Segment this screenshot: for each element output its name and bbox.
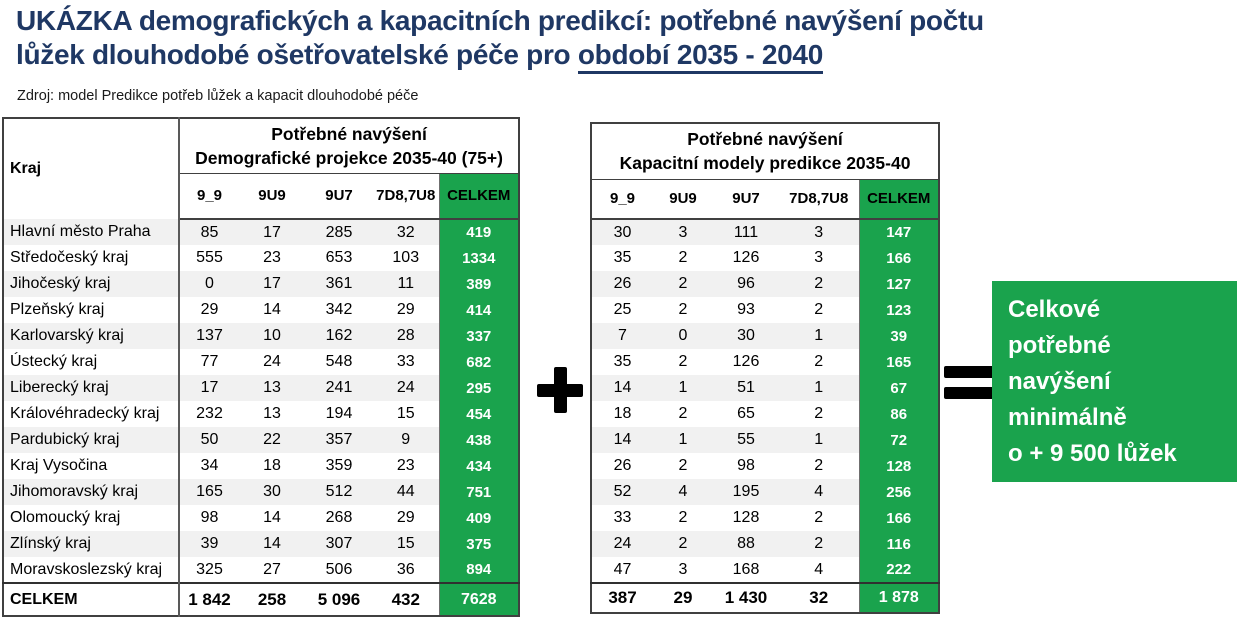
row-total-cell: 682 (439, 349, 519, 375)
value-cell: 1 (653, 375, 713, 401)
region-name-cell: Královéhradecký kraj (3, 401, 179, 427)
value-cell: 2 (779, 271, 859, 297)
value-cell: 11 (373, 271, 439, 297)
value-cell: 359 (325, 457, 353, 474)
column-header: 9U7 (305, 173, 373, 219)
value-cell: 29 (396, 301, 415, 318)
row-total-cell: 337 (439, 323, 519, 349)
column-header: 9U7 (713, 179, 779, 219)
row-total-cell: 295 (439, 375, 519, 401)
table-row (3, 349, 519, 375)
row-total-cell: 166 (859, 505, 939, 531)
row-total-cell: 123 (859, 297, 939, 323)
table-row (591, 297, 939, 323)
right-group-header (591, 123, 939, 179)
value-cell: 96 (713, 271, 779, 297)
page-title (16, 4, 1196, 72)
value-cell: 30 (591, 219, 653, 245)
table-row (3, 375, 519, 401)
table-row (591, 219, 939, 245)
region-name-cell: Zlínský kraj (3, 531, 179, 557)
right-group-header-line2: Kapacitní modely predikce 2035-40 (619, 153, 911, 174)
column-header-row (591, 179, 939, 219)
value-cell: 33 (396, 353, 415, 370)
value-cell: 29 (200, 301, 219, 318)
table-row (591, 271, 939, 297)
value-cell: 126 (732, 353, 760, 370)
region-name-cell: Karlovarský kraj (3, 323, 179, 349)
value-cell: 98 (200, 509, 219, 526)
value-cell: 342 (325, 301, 353, 318)
total-value-cell: 1 842 (179, 583, 239, 616)
value-cell: 52 (591, 479, 653, 505)
group-header-row (3, 118, 519, 173)
row-total-cell: 222 (859, 557, 939, 583)
value-cell: 1 (779, 375, 859, 401)
value-cell: 18 (263, 457, 281, 474)
value-cell: 3 (814, 249, 824, 266)
value-cell: 44 (373, 479, 439, 505)
value-cell: 2 (814, 301, 824, 318)
value-cell: 65 (737, 405, 755, 422)
value-cell: 2 (678, 249, 688, 266)
value-cell: 24 (263, 353, 281, 370)
value-cell: 14 (263, 301, 281, 318)
total-value-cell: 258 (239, 583, 305, 616)
value-cell: 2 (678, 301, 688, 318)
value-cell: 2 (779, 531, 859, 557)
value-cell: 14 (239, 531, 305, 557)
right-group-header-line1: Potřebné navýšení (687, 129, 843, 150)
row-total-cell: 39 (859, 323, 939, 349)
value-cell: 1 (779, 427, 859, 453)
value-cell: 548 (325, 353, 353, 370)
total-value-cell: 32 (779, 583, 859, 613)
value-cell: 512 (305, 479, 373, 505)
value-cell: 23 (263, 249, 281, 266)
region-name-cell: Hlavní město Praha (3, 219, 179, 245)
value-cell: 2 (653, 271, 713, 297)
table-row (3, 505, 519, 531)
value-cell: 103 (392, 249, 420, 266)
value-cell: 35 (613, 353, 632, 370)
row-total-cell: 86 (859, 401, 939, 427)
value-cell: 357 (305, 427, 373, 453)
summary-line: Celkové (1008, 296, 1101, 323)
value-cell: 10 (239, 323, 305, 349)
value-cell: 51 (713, 375, 779, 401)
region-name-cell: Plzeňský kraj (3, 297, 179, 323)
value-cell: 128 (732, 509, 760, 526)
column-header: 7D8,7U8 (373, 173, 439, 219)
value-cell: 32 (373, 219, 439, 245)
value-cell: 30 (713, 323, 779, 349)
table-row (3, 297, 519, 323)
equals-icon (944, 364, 996, 400)
value-cell: 2 (678, 457, 688, 474)
row-total-cell: 147 (859, 219, 939, 245)
value-cell: 4 (779, 479, 859, 505)
value-cell: 23 (396, 457, 415, 474)
row-total-cell: 751 (439, 479, 519, 505)
table-row (591, 323, 939, 349)
table-row (3, 479, 519, 505)
value-cell: 15 (373, 531, 439, 557)
value-cell: 2 (814, 509, 824, 526)
column-header: 7D8,7U8 (779, 179, 859, 219)
value-cell: 3 (653, 219, 713, 245)
value-cell: 2 (678, 353, 688, 370)
value-cell: 2 (678, 509, 688, 526)
row-total-cell: 165 (859, 349, 939, 375)
total-value-cell: 432 (373, 583, 439, 616)
region-name-cell: Liberecký kraj (3, 375, 179, 401)
value-cell: 3 (678, 560, 688, 578)
grand-total-cell: 1 878 (859, 583, 939, 613)
value-cell: 50 (179, 427, 239, 453)
value-cell: 325 (196, 560, 223, 578)
table-row (3, 245, 519, 271)
capacity-model-table (590, 122, 940, 614)
value-cell: 4 (814, 560, 824, 578)
value-cell: 241 (305, 375, 373, 401)
value-cell: 36 (396, 560, 415, 578)
value-cell: 25 (613, 301, 632, 318)
table-row (591, 427, 939, 453)
value-cell: 307 (305, 531, 373, 557)
table-row (591, 245, 939, 271)
value-cell: 285 (305, 219, 373, 245)
table-row (591, 479, 939, 505)
value-cell: 29 (396, 509, 415, 526)
value-cell: 653 (325, 249, 353, 266)
value-cell: 137 (179, 323, 239, 349)
table-row (3, 427, 519, 453)
celkem-column-header: CELKEM (439, 173, 519, 219)
table-row (3, 323, 519, 349)
row-total-cell: 256 (859, 479, 939, 505)
title-line2-prefix: lůžek dlouhodobé ošetřovatelské péče pro (16, 39, 578, 70)
celkem-column-header: CELKEM (859, 179, 939, 219)
summary-line: navýšení (1008, 368, 1111, 395)
total-row-label: CELKEM (3, 583, 179, 616)
value-cell: 30 (239, 479, 305, 505)
value-cell: 555 (196, 249, 223, 266)
region-name-cell: Kraj Vysočina (3, 453, 179, 479)
column-header: 9_9 (179, 173, 239, 219)
region-name-cell: Ústecký kraj (3, 349, 179, 375)
value-cell: 39 (179, 531, 239, 557)
value-cell: 26 (591, 271, 653, 297)
value-cell: 17 (239, 271, 305, 297)
summary-line: o + 9 500 lůžek (1008, 440, 1177, 467)
source-note: Zdroj: model Predikce potřeb lůžek a kapacit dlouhodobé péče (17, 88, 419, 104)
value-cell: 4 (653, 479, 713, 505)
table-row (3, 453, 519, 479)
grand-total-cell: 7628 (439, 583, 519, 616)
value-cell: 26 (613, 457, 632, 474)
value-cell: 2 (678, 405, 688, 422)
value-cell: 88 (713, 531, 779, 557)
summary-line: minimálně (1008, 404, 1127, 431)
value-cell: 93 (737, 301, 755, 318)
value-cell: 77 (200, 353, 219, 370)
row-total-cell: 414 (439, 297, 519, 323)
region-name-cell: Moravskoslezský kraj (3, 557, 179, 583)
column-header: 9_9 (591, 179, 653, 219)
value-cell: 18 (613, 405, 632, 422)
value-cell: 2 (814, 457, 824, 474)
table-row (3, 219, 519, 245)
column-header: 9U9 (653, 179, 713, 219)
row-total-cell: 1334 (439, 245, 519, 271)
table-row (591, 375, 939, 401)
value-cell: 14 (591, 375, 653, 401)
title-underlined-period: období 2035 - 2040 (578, 39, 823, 74)
value-cell: 85 (179, 219, 239, 245)
value-cell: 111 (713, 219, 779, 245)
table-row (3, 531, 519, 557)
table-row (3, 271, 519, 297)
table-row (591, 349, 939, 375)
value-cell: 55 (713, 427, 779, 453)
row-total-cell: 894 (439, 557, 519, 583)
value-cell: 33 (613, 509, 632, 526)
table-row (3, 401, 519, 427)
region-name-cell: Jihočeský kraj (3, 271, 179, 297)
value-cell: 2 (814, 353, 824, 370)
group-header-row (591, 123, 939, 179)
value-cell: 27 (263, 560, 281, 578)
value-cell: 0 (653, 323, 713, 349)
value-cell: 1 (779, 323, 859, 349)
value-cell: 47 (613, 560, 632, 578)
row-total-cell: 409 (439, 505, 519, 531)
table-row (3, 557, 519, 583)
value-cell: 14 (263, 509, 281, 526)
left-group-header (179, 118, 519, 173)
value-cell: 13 (263, 405, 281, 422)
row-total-cell: 375 (439, 531, 519, 557)
total-value-cell: 29 (653, 583, 713, 613)
value-cell: 361 (305, 271, 373, 297)
value-cell: 34 (200, 457, 219, 474)
value-cell: 506 (325, 560, 353, 578)
row-total-cell: 116 (859, 531, 939, 557)
table-row (591, 453, 939, 479)
value-cell: 0 (179, 271, 239, 297)
value-cell: 2 (653, 531, 713, 557)
value-cell: 17 (239, 219, 305, 245)
row-total-cell: 72 (859, 427, 939, 453)
demographic-projection-table (2, 117, 520, 617)
total-value-cell: 1 430 (713, 583, 779, 613)
value-cell: 15 (396, 405, 415, 422)
row-total-cell: 67 (859, 375, 939, 401)
total-value-cell: 5 096 (305, 583, 373, 616)
row-total-cell: 419 (439, 219, 519, 245)
column-header: 9U9 (239, 173, 305, 219)
title-line1: UKÁZKA demografických a kapacitních predikcí: potřebné navýšení počtu (16, 5, 984, 36)
table-row (591, 505, 939, 531)
value-cell: 35 (613, 249, 632, 266)
total-row (591, 583, 939, 613)
region-name-cell: Středočeský kraj (3, 245, 179, 271)
value-cell: 14 (591, 427, 653, 453)
value-cell: 9 (373, 427, 439, 453)
region-name-cell: Jihomoravský kraj (3, 479, 179, 505)
row-total-cell: 389 (439, 271, 519, 297)
value-cell: 24 (373, 375, 439, 401)
value-cell: 22 (239, 427, 305, 453)
value-cell: 17 (179, 375, 239, 401)
value-cell: 98 (737, 457, 755, 474)
total-row (3, 583, 519, 616)
row-total-cell: 166 (859, 245, 939, 271)
value-cell: 194 (325, 405, 353, 422)
table-row (591, 401, 939, 427)
value-cell: 126 (732, 249, 760, 266)
value-cell: 1 (653, 427, 713, 453)
region-name-cell: Olomoucký kraj (3, 505, 179, 531)
row-total-cell: 438 (439, 427, 519, 453)
row-total-cell: 127 (859, 271, 939, 297)
table-row (591, 531, 939, 557)
summary-callout (992, 281, 1237, 482)
value-cell: 3 (779, 219, 859, 245)
row-total-cell: 454 (439, 401, 519, 427)
value-cell: 24 (591, 531, 653, 557)
value-cell: 232 (196, 405, 223, 422)
left-group-header-line1: Potřebné navýšení (271, 123, 427, 144)
kraj-column-header: Kraj (3, 118, 179, 219)
total-value-cell: 387 (591, 583, 653, 613)
value-cell: 165 (179, 479, 239, 505)
value-cell: 168 (732, 560, 760, 578)
summary-line: potřebné (1008, 332, 1111, 359)
value-cell: 7 (591, 323, 653, 349)
left-group-header-line2: Demografické projekce 2035-40 (75+) (195, 147, 503, 168)
value-cell: 268 (325, 509, 353, 526)
row-total-cell: 434 (439, 453, 519, 479)
region-name-cell: Pardubický kraj (3, 427, 179, 453)
value-cell: 162 (305, 323, 373, 349)
value-cell: 28 (373, 323, 439, 349)
plus-icon (536, 366, 584, 414)
row-total-cell: 128 (859, 453, 939, 479)
value-cell: 13 (239, 375, 305, 401)
value-cell: 195 (713, 479, 779, 505)
table-row (591, 557, 939, 583)
value-cell: 2 (814, 405, 824, 422)
